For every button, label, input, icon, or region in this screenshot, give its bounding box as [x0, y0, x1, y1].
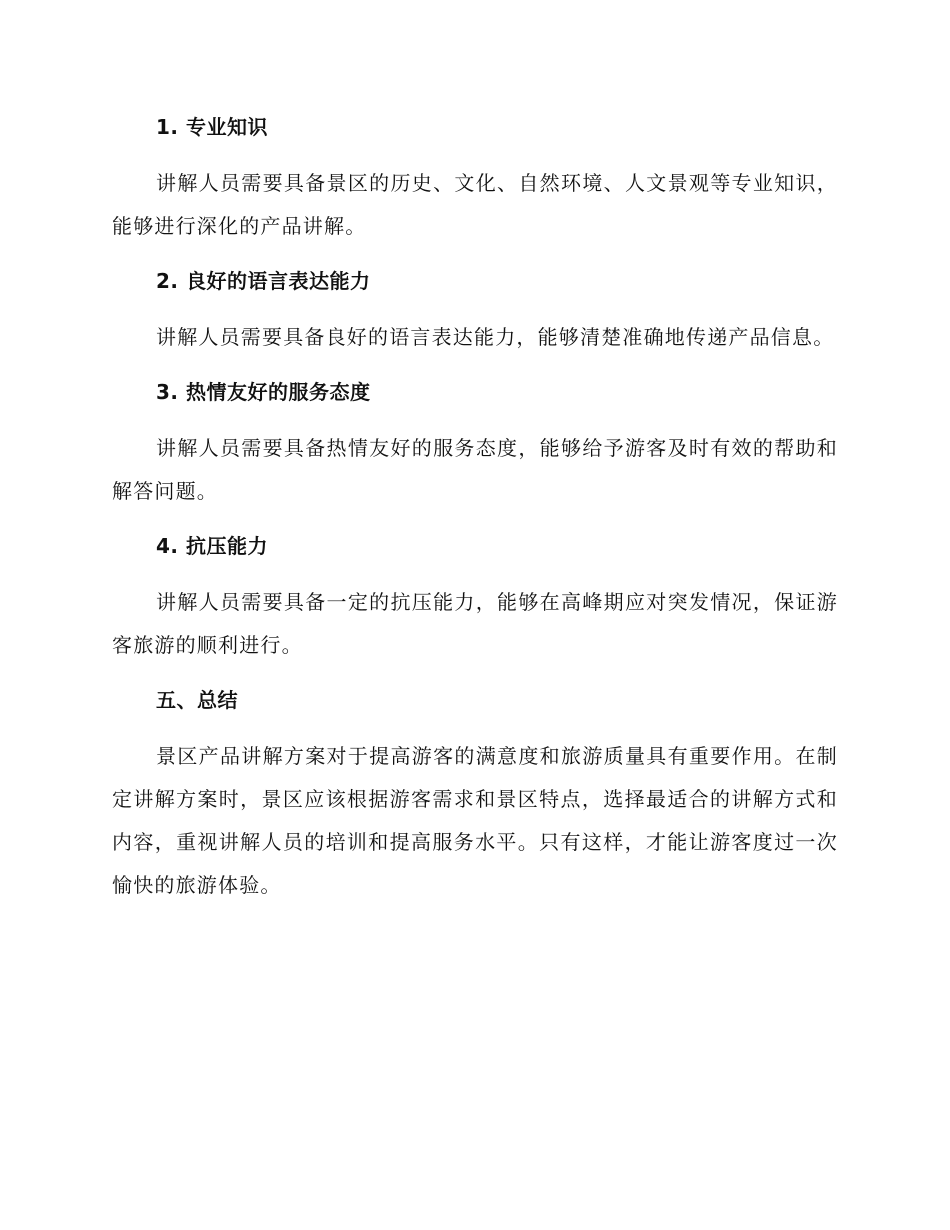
section-heading-language-skills: 2. 良好的语言表达能力: [156, 269, 371, 293]
section-heading-service-attitude: 3. 热情友好的服务态度: [156, 380, 371, 404]
section-heading-stress-resistance: 4. 抗压能力: [156, 534, 268, 558]
section-body-language-skills: 讲解人员需要具备良好的语言表达能力，能够清楚准确地传递产品信息。: [156, 325, 835, 349]
section-body-stress-resistance: 讲解人员需要具备一定的抗压能力，能够在高峰期应对突发情况，保证游客旅游的顺利进行。: [112, 590, 838, 657]
section-body-professional-knowledge: 讲解人员需要具备景区的历史、文化、自然环境、人文景观等专业知识，能够进行深化的产品讲解。: [112, 171, 838, 238]
section-heading-summary: 五、总结: [156, 688, 238, 712]
section-body-service-attitude: 讲解人员需要具备热情友好的服务态度，能够给予游客及时有效的帮助和解答问题。: [112, 436, 838, 503]
section-body-summary: 景区产品讲解方案对于提高游客的满意度和旅游质量具有重要作用。在制定讲解方案时，景区应该根据游客需求和景区特点，选择最适合的讲解方式和内容，重视讲解人员的培训和提高服务水平。只有这样，才能让游客度过一次愉快的旅游体验。: [112, 744, 838, 897]
section-heading-professional-knowledge: 1. 专业知识: [156, 115, 268, 139]
